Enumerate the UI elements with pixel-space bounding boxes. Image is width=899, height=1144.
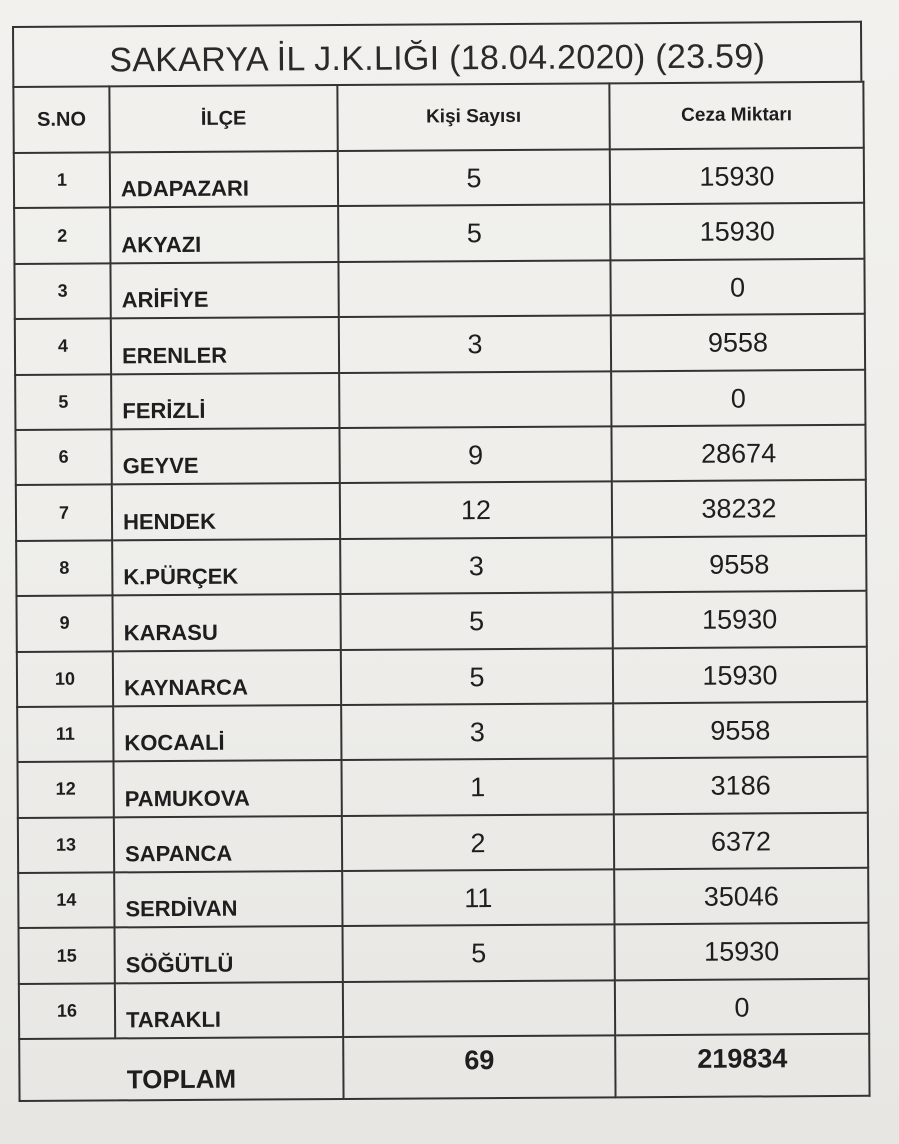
table-row xyxy=(16,536,866,597)
header-row xyxy=(13,82,863,153)
row-kisi-sayisi xyxy=(338,260,610,317)
table-row xyxy=(15,425,865,486)
table-row xyxy=(16,480,866,541)
penalty-report-sheet xyxy=(12,21,869,1116)
row-ceza-miktari: 15930 xyxy=(613,646,867,703)
row-ilce: SAPANCA xyxy=(114,816,342,873)
table-row xyxy=(18,812,868,873)
row-sno: 8 xyxy=(16,540,112,596)
row-ceza-miktari: 15930 xyxy=(610,148,864,205)
header-kisi-sayisi: Kişi Sayısı xyxy=(337,83,609,151)
table-row xyxy=(18,868,868,929)
table-row xyxy=(15,314,865,375)
row-ilce: ARİFİYE xyxy=(110,262,338,319)
row-kisi-sayisi: 2 xyxy=(342,814,614,871)
row-sno: 15 xyxy=(19,928,115,984)
row-kisi-sayisi: 9 xyxy=(339,426,611,483)
header-ceza-miktari: Ceza Miktarı xyxy=(609,82,863,150)
table-row xyxy=(17,757,867,818)
row-ilce: PAMUKOVA xyxy=(113,760,341,817)
row-sno: 12 xyxy=(17,762,113,818)
row-ilce: FERİZLİ xyxy=(111,373,339,430)
row-ilce: HENDEK xyxy=(112,483,340,540)
row-ceza-miktari: 9558 xyxy=(613,702,867,759)
row-kisi-sayisi: 1 xyxy=(341,759,613,816)
row-ceza-miktari: 0 xyxy=(610,259,864,316)
row-ceza-miktari: 0 xyxy=(615,979,869,1036)
row-sno: 16 xyxy=(19,983,115,1039)
row-sno: 9 xyxy=(16,596,112,652)
row-ceza-miktari: 9558 xyxy=(612,536,866,593)
row-ilce: KAYNARCA xyxy=(113,650,341,707)
row-sno: 4 xyxy=(15,319,111,375)
header-ilce: İLÇE xyxy=(109,85,337,152)
row-ceza-miktari: 0 xyxy=(611,369,865,426)
row-ceza-miktari: 28674 xyxy=(611,425,865,482)
table-row xyxy=(19,979,869,1040)
row-sno: 11 xyxy=(17,706,113,762)
table-row xyxy=(19,923,869,984)
row-kisi-sayisi: 5 xyxy=(341,648,613,705)
row-sno: 2 xyxy=(14,208,110,264)
table-row xyxy=(15,369,865,430)
row-sno: 1 xyxy=(14,152,110,208)
row-ilce: KOCAALİ xyxy=(113,705,341,762)
row-sno: 13 xyxy=(18,817,114,873)
row-ilce: TARAKLI xyxy=(115,982,343,1039)
row-ceza-miktari: 9558 xyxy=(611,314,865,371)
row-ceza-miktari: 6372 xyxy=(614,812,868,869)
table-row xyxy=(16,591,866,652)
row-kisi-sayisi: 3 xyxy=(341,703,613,760)
row-sno: 6 xyxy=(15,429,111,485)
table-row xyxy=(14,259,864,320)
row-kisi-sayisi xyxy=(343,980,615,1037)
row-ceza-miktari: 35046 xyxy=(614,868,868,925)
row-ilce: K.PÜRÇEK xyxy=(112,539,340,596)
row-ceza-miktari: 3186 xyxy=(613,757,867,814)
row-kisi-sayisi: 3 xyxy=(339,316,611,373)
table-row xyxy=(17,702,867,763)
document-title: SAKARYA İL J.K.LIĞI (18.04.2020) (23.59) xyxy=(12,21,862,86)
row-kisi-sayisi: 5 xyxy=(340,592,612,649)
row-sno: 3 xyxy=(14,263,110,319)
row-ilce: AKYAZI xyxy=(110,206,338,263)
row-ilce: SERDİVAN xyxy=(114,871,342,928)
row-kisi-sayisi: 12 xyxy=(340,482,612,539)
row-kisi-sayisi xyxy=(339,371,611,428)
row-ilce: KARASU xyxy=(112,594,340,651)
row-kisi-sayisi: 11 xyxy=(342,869,614,926)
penalty-table xyxy=(12,81,870,1102)
row-ilce: SÖĞÜTLÜ xyxy=(115,926,343,983)
total-row xyxy=(19,1034,869,1101)
total-ceza-miktari: 219834 xyxy=(615,1034,869,1098)
total-kisi-sayisi: 69 xyxy=(343,1036,615,1100)
header-sno: S.NO xyxy=(13,86,109,153)
row-kisi-sayisi: 3 xyxy=(340,537,612,594)
row-sno: 10 xyxy=(17,651,113,707)
row-ilce: ADAPAZARI xyxy=(110,151,338,208)
row-sno: 5 xyxy=(15,374,111,430)
row-ilce: ERENLER xyxy=(111,317,339,374)
row-kisi-sayisi: 5 xyxy=(338,205,610,262)
total-label: TOPLAM xyxy=(19,1037,343,1101)
row-sno: 14 xyxy=(18,872,114,928)
row-kisi-sayisi: 5 xyxy=(343,925,615,982)
table-row xyxy=(14,148,864,209)
row-ceza-miktari: 38232 xyxy=(612,480,866,537)
table-row xyxy=(17,646,867,707)
row-kisi-sayisi: 5 xyxy=(338,149,610,206)
row-ceza-miktari: 15930 xyxy=(610,203,864,260)
table-row xyxy=(14,203,864,264)
row-ilce: GEYVE xyxy=(111,428,339,485)
row-ceza-miktari: 15930 xyxy=(615,923,869,980)
row-sno: 7 xyxy=(16,485,112,541)
row-ceza-miktari: 15930 xyxy=(612,591,866,648)
